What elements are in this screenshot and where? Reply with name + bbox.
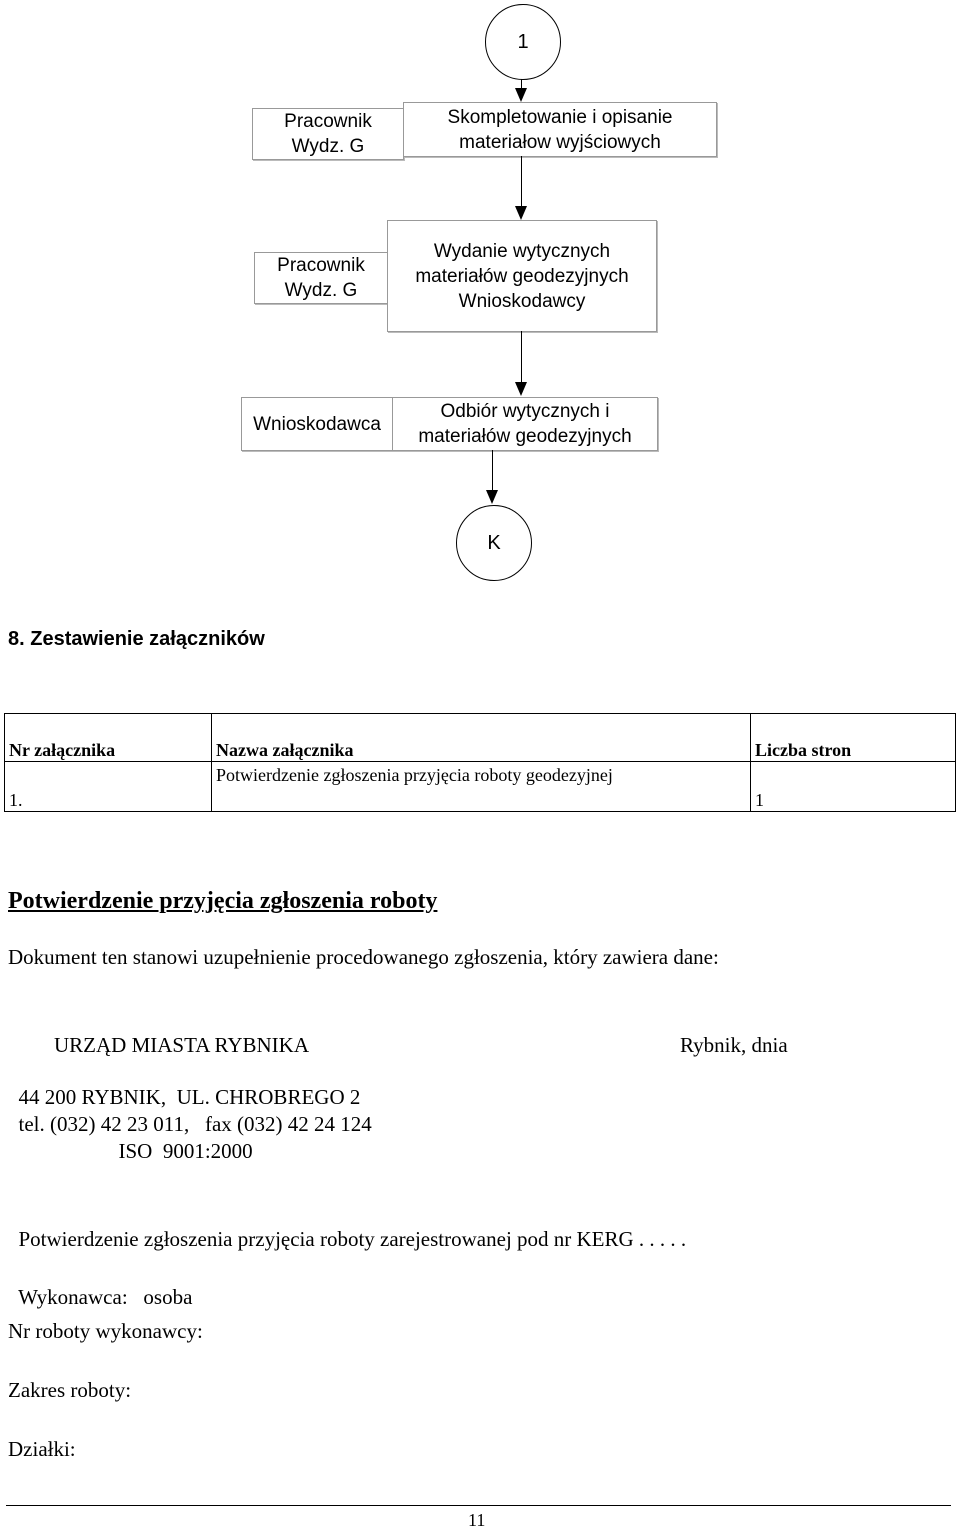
flowchart-start-connector [485,4,561,80]
table-header-row [5,714,956,762]
page-number: 11 [468,1510,486,1530]
address-line-3: tel. (032) 42 23 011, fax (032) 42 24 124 [18,1112,372,1136]
work-number-field: Nr roboty wykonawcy: [8,1319,203,1343]
attachments-table [4,713,956,812]
contractor-field: Wykonawca: osoba [18,1285,193,1309]
table-header-cell: Liczba stron [751,714,956,762]
arrow-down-icon [486,490,498,504]
step3-action: Odbiór wytycznych i materiałów geodezyjnych [392,397,658,451]
arrow-down-icon [515,382,527,396]
address-line-1: URZĄD MIASTA RYBNIKA [54,1033,310,1057]
step3-role: Wnioskodawca [241,397,393,451]
scope-field: Zakres roboty: [8,1378,132,1402]
arrow-down-icon [515,206,527,220]
table-cell: Potwierdzenie zgłoszenia przyjęcia roboty geodezyjnej [212,762,751,812]
plots-field: Działki: [8,1437,76,1461]
connector-line [492,450,493,492]
step1-action: Skompletowanie i opisanie materiałow wyjściowych [403,102,717,157]
step2-action: Wydanie wytycznych materiałów geodezyjnych Wnioskodawcy [387,220,657,332]
address-line-2: 44 200 RYBNIK, UL. CHROBREGO 2 [18,1085,361,1109]
confirmation-text: Potwierdzenie zgłoszenia przyjęcia roboty zarejestrowanej pod nr KERG . . . . . [18,1227,687,1251]
arrow-down-icon [515,88,527,102]
table-header-cell: Nr załącznika [5,714,212,762]
document-intro: Dokument ten stanowi uzupełnienie procedowanego zgłoszenia, który zawiera dane: [8,945,719,969]
table-header-cell: Nazwa załącznika [212,714,751,762]
step1-role: Pracownik Wydz. G [252,108,404,160]
address-line-4: ISO 9001:2000 [118,1139,253,1163]
step2-role: Pracownik Wydz. G [254,252,388,304]
section-title: 8. Zestawienie załączników [8,628,265,650]
flowchart-end-connector [456,505,532,581]
footer-divider [6,1505,951,1506]
connector-line [521,331,522,383]
end-connector-label: K [487,531,501,554]
table-row [5,762,956,812]
place-date: Rybnik, dnia [680,1033,788,1057]
table-cell: 1. [5,762,212,812]
connector-line [521,156,522,208]
table-cell: 1 [751,762,956,812]
start-connector-label: 1 [517,30,529,53]
document-title: Potwierdzenie przyjęcia zgłoszenia roboty [8,888,438,914]
